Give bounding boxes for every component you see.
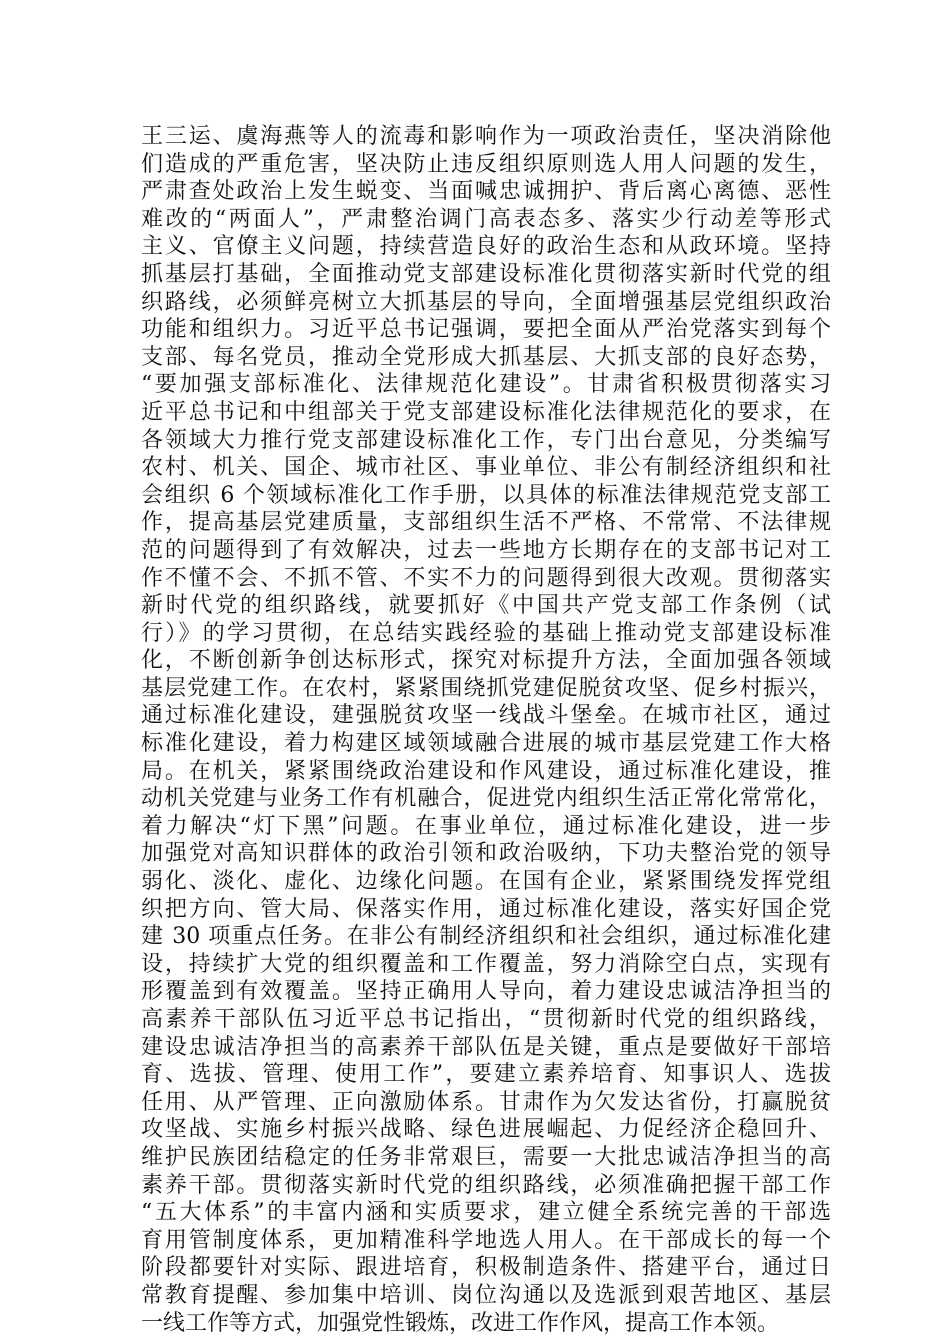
text-line: 各领域大力推行党支部建设标准化工作，专门出台意见，分类编写 [141,427,831,453]
text-line: “五大体系”的丰富内涵和实质要求，建立健全系统完善的干部选 [141,1200,831,1226]
text-line: 农村、机关、国企、城市社区、事业单位、非公有制经济组织和社 [141,455,831,481]
text-line: 建 30 项重点任务。在非公有制经济组织和社会组织，通过标准化建 [141,924,831,950]
text-line: 弱化、淡化、虚化、边缘化问题。在国有企业，紧紧围绕发挥党组 [141,869,831,895]
text-line: 阶段都要针对实际、跟进培育，积极制造条件、搭建平台，通过日 [141,1255,831,1281]
text-line: 攻坚战、实施乡村振兴战略、绿色进展崛起、力促经济企稳回升、 [141,1117,831,1143]
text-line: 加强党对高知识群体的政治引领和政治吸纳，下功夫整治党的领导 [141,841,831,867]
text-line: 形覆盖到有效覆盖。坚持正确用人导向，着力建设忠诚洁净担当的 [141,979,831,1005]
text-line: 近平总书记和中组部关于党支部建设标准化法律规范化的要求，在 [141,399,831,425]
text-line: 着力解决“灯下黑”问题。在事业单位，通过标准化建设，进一步 [141,813,831,839]
text-line: 任用、从严管理、正向激励体系。甘肃作为欠发达省份，打赢脱贫 [141,1089,831,1115]
text-line: 素养干部。贯彻落实新时代党的组织路线，必须准确把握干部工作 [141,1172,831,1198]
text-line: 育、选拔、管理、使用工作”，要建立素养培育、知事识人、选拔 [141,1062,831,1088]
text-line: 作不懂不会、不抓不管、不实不力的问题得到很大改观。贯彻落实 [141,565,831,591]
text-line: 抓基层打基础，全面推动党支部建设标准化贯彻落实新时代党的组 [141,261,831,287]
text-line: 设，持续扩大党的组织覆盖和工作覆盖，努力消除空白点，实现有 [141,951,831,977]
text-line: 难改的“两面人”，严肃整治调门高表态多、落实少行动差等形式 [141,206,831,232]
text-line: 一线工作等方式，加强党性锻炼，改进工作作风，提高工作本领。 [141,1310,780,1336]
text-line: 育用管制度体系，更加精准科学地选人用人。在干部成长的每一个 [141,1227,831,1253]
text-line: 织路线，必须鲜亮树立大抓基层的导向，全面增强基层党组织政治 [141,289,831,315]
text-line: 范的问题得到了有效解决，过去一些地方长期存在的支部书记对工 [141,537,831,563]
text-line: 动机关党建与业务工作有机融合，促进党内组织生活正常化常常化， [141,786,831,812]
text-line: 行）》的学习贯彻，在总结实践经验的基础上推动党支部建设标准 [141,620,831,646]
text-line: 高素养干部队伍习近平总书记指出，“贯彻新时代党的组织路线， [141,1007,831,1032]
text-line: 局。在机关，紧紧围绕政治建设和作风建设，通过标准化建设，推 [141,758,831,784]
text-line: 王三运、虞海燕等人的流毒和影响作为一项政治责任，坚决消除他 [141,124,831,149]
text-line: 严肃查处政治上发生蜕变、当面喊忠诚拥护、背后离心离德、恶性 [141,179,831,205]
text-line: 化，不断创新争创达标形式，探究对标提升方法，全面加强各领域 [141,648,831,674]
text-line: “要加强支部标准化、法律规范化建设”。甘肃省积极贯彻落实习 [141,372,831,398]
text-line: 标准化建设，着力构建区域领域融合进展的城市基层党建工作大格 [141,731,831,757]
text-line: 新时代党的组织路线，就要抓好《中国共产党支部工作条例（试 [141,593,831,619]
text-line: 主义、官僚主义问题，持续营造良好的政治生态和从政环境。坚持 [141,234,831,260]
text-line: 支部、每名党员，推动全党形成大抓基层、大抓支部的良好态势， [141,344,831,370]
text-line: 常教育提醒、参加集中培训、岗位沟通以及选派到艰苦地区、基层 [141,1282,831,1308]
text-line: 维护民族团结稳定的任务非常艰巨，需要一大批忠诚洁净担当的高 [141,1144,831,1170]
body-text [141,123,831,1337]
text-line: 通过标准化建设，建强脱贫攻坚一线战斗堡垒。在城市社区，通过 [141,703,831,729]
text-line: 功能和组织力。习近平总书记强调，要把全面从严治党落实到每个 [141,317,831,343]
text-line: 作，提高基层党建质量，支部组织生活不严格、不常常、不法律规 [141,510,831,536]
text-line: 基层党建工作。在农村，紧紧围绕抓党建促脱贫攻坚、促乡村振兴， [141,675,831,701]
text-line: 会组织 6 个领域标准化工作手册，以具体的标准法律规范党支部工 [141,482,831,508]
text-line: 织把方向、管大局、保落实作用，通过标准化建设，落实好国企党 [141,896,831,922]
text-line: 们造成的严重危害，坚决防止违反组织原则选人用人问题的发生， [141,151,831,177]
text-line: 建设忠诚洁净担当的高素养干部队伍是关键，重点是要做好干部培 [141,1034,831,1060]
